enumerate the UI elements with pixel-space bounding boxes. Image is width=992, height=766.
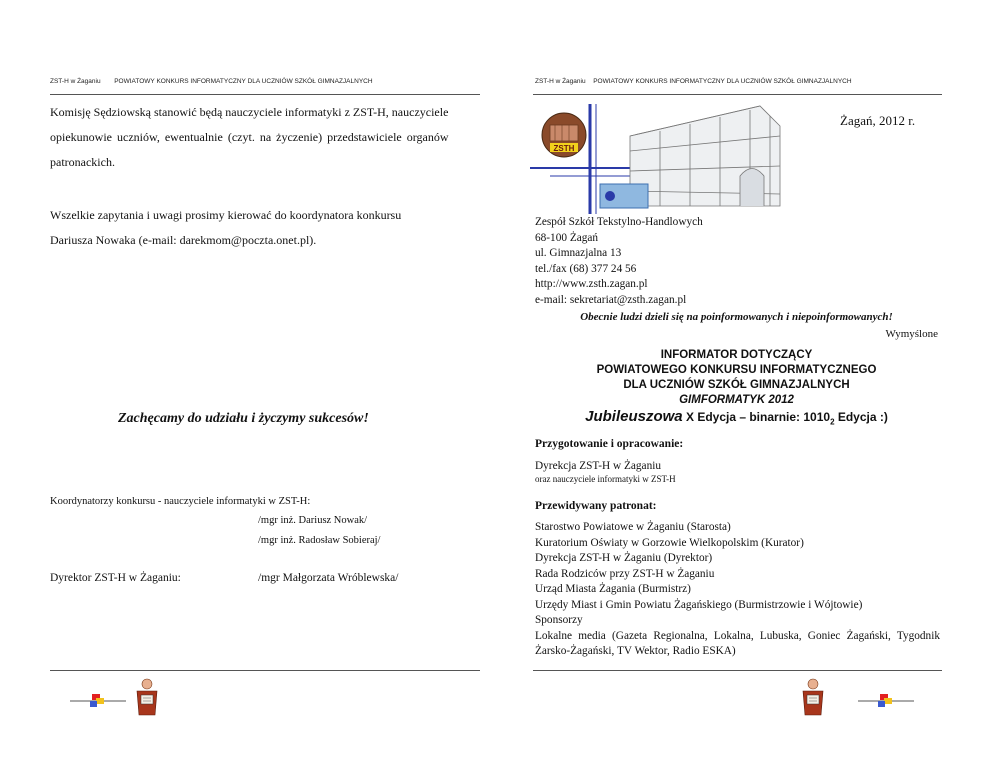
patron-item: Lokalne media (Gazeta Regionalna, Lokalna, Lubuska, Goniec Żagański, Tygodnik bbox=[535, 629, 940, 642]
patron-item: Dyrekcja ZST-H w Żaganiu (Dyrektor) bbox=[535, 552, 713, 564]
prepared-heading: Przygotowanie i opracowanie: bbox=[535, 438, 684, 450]
header-left-org: ZST-H w Żaganiu bbox=[50, 78, 101, 85]
questions-line: Dariusza Nowaka (e-mail: darekmom@poczta.onet.pl). bbox=[50, 233, 317, 247]
questions-line: Wszelkie zapytania i uwagi prosimy kierować do koordynatora konkursu bbox=[50, 208, 402, 222]
commission-line: opiekunowie uczniów, ewentualnie (czyt. na życzenie) przedstawiciele organów bbox=[50, 130, 449, 144]
school-logo bbox=[540, 111, 588, 159]
invitation-text: Zachęcamy do udziału i życzymy sukcesów! bbox=[118, 411, 369, 426]
commission-line: Komisję Sędziowską stanowić będą nauczyciele informatyki z ZST-H, nauczyciele bbox=[50, 105, 449, 119]
address-line: Zespół Szkół Tekstylno-Handlowych bbox=[535, 216, 703, 228]
address-line: tel./fax (68) 377 24 56 bbox=[535, 262, 637, 275]
logo-text: ZSTH bbox=[553, 144, 575, 153]
director-name: /mgr Małgorzata Wróblewska/ bbox=[258, 572, 399, 584]
edition-text: X Edycja – binarnie: 1010 bbox=[685, 410, 831, 424]
edition-line bbox=[535, 408, 938, 431]
patron-list bbox=[535, 520, 940, 660]
edition-subscript: 2 bbox=[830, 417, 835, 427]
teacher-figure-icon bbox=[800, 677, 826, 717]
header-right bbox=[535, 78, 852, 85]
footer-right-rule bbox=[533, 670, 942, 671]
footer-left-rule bbox=[50, 670, 480, 671]
header-left-rule bbox=[50, 94, 480, 95]
coordinator-name: /mgr inż. Dariusz Nowak/ bbox=[258, 515, 368, 526]
address-line: 68-100 Żagań bbox=[535, 231, 599, 244]
brochure-title bbox=[535, 348, 938, 431]
contest-name: GIMFORMATYK 2012 bbox=[679, 394, 794, 406]
title-line: POWIATOWEGO KONKURSU INFORMATYCZNEGO bbox=[596, 364, 877, 376]
patron-item: Sponsorzy bbox=[535, 614, 583, 626]
header-right-title: POWIATOWY KONKURS INFORMATYCZNY DLA UCZNIÓW SZKÓŁ GIMNAZJALNYCH bbox=[593, 78, 852, 85]
header-right-rule bbox=[533, 94, 942, 95]
commission-line: patronackich. bbox=[50, 155, 115, 169]
edition-jubilee: Jubileuszowa bbox=[585, 408, 683, 425]
patron-item: Urzędy Miast i Gmin Powiatu Żagańskiego (Burmistrzowie i Wójtowie) bbox=[535, 598, 863, 611]
sparkle-icon bbox=[70, 688, 126, 714]
prepared-by-teachers: oraz nauczyciele informatyki w ZST-H bbox=[535, 474, 676, 484]
school-address bbox=[535, 215, 703, 308]
date-text: Żagań, 2012 r. bbox=[840, 113, 916, 128]
coordinators-label: Koordynatorzy konkursu - nauczyciele informatyki w ZST-H: bbox=[50, 496, 311, 507]
commission-paragraph bbox=[50, 100, 470, 175]
questions-paragraph bbox=[50, 203, 470, 253]
coordinator-name: /mgr inż. Radosław Sobieraj/ bbox=[258, 535, 381, 546]
header-left-title: POWIATOWY KONKURS INFORMATYCZNY DLA UCZNIÓW SZKÓŁ GIMNAZJALNYCH bbox=[114, 78, 373, 85]
motto-text: Obecnie ludzi dzieli się na poinformowanych i niepoinformowanych! bbox=[580, 311, 893, 323]
patron-item: Żarsko-Żagański, TV Wektor, Radio ESKA) bbox=[535, 645, 736, 657]
teacher-figure-icon bbox=[134, 677, 160, 717]
motto-author: Wymyślone bbox=[885, 328, 938, 340]
prepared-by: Dyrekcja ZST-H w Żaganiu bbox=[535, 460, 662, 472]
header-left bbox=[50, 78, 373, 85]
patronage-heading: Przewidywany patronat: bbox=[535, 500, 657, 512]
header-right-org: ZST-H w Żaganiu bbox=[535, 78, 586, 85]
address-line: ul. Gimnazjalna 13 bbox=[535, 247, 622, 259]
edition-suffix: Edycja :) bbox=[834, 410, 888, 424]
patron-item: Rada Rodziców przy ZST-H w Żaganiu bbox=[535, 567, 715, 580]
director-label: Dyrektor ZST-H w Żaganiu: bbox=[50, 572, 181, 584]
title-line: DLA UCZNIÓW SZKÓŁ GIMNAZJALNYCH bbox=[623, 379, 850, 391]
patron-item: Urząd Miasta Żagania (Burmistrz) bbox=[535, 583, 691, 595]
patron-item: Starostwo Powiatowe w Żaganiu (Starosta) bbox=[535, 521, 731, 533]
address-line: e-mail: sekretariat@zsth.zagan.pl bbox=[535, 293, 687, 306]
title-line: INFORMATOR DOTYCZĄCY bbox=[660, 349, 813, 361]
patron-item: Kuratorium Oświaty w Gorzowie Wielkopolskim (Kurator) bbox=[535, 536, 804, 549]
sparkle-icon bbox=[858, 688, 914, 714]
address-line: http://www.zsth.zagan.pl bbox=[535, 278, 648, 290]
